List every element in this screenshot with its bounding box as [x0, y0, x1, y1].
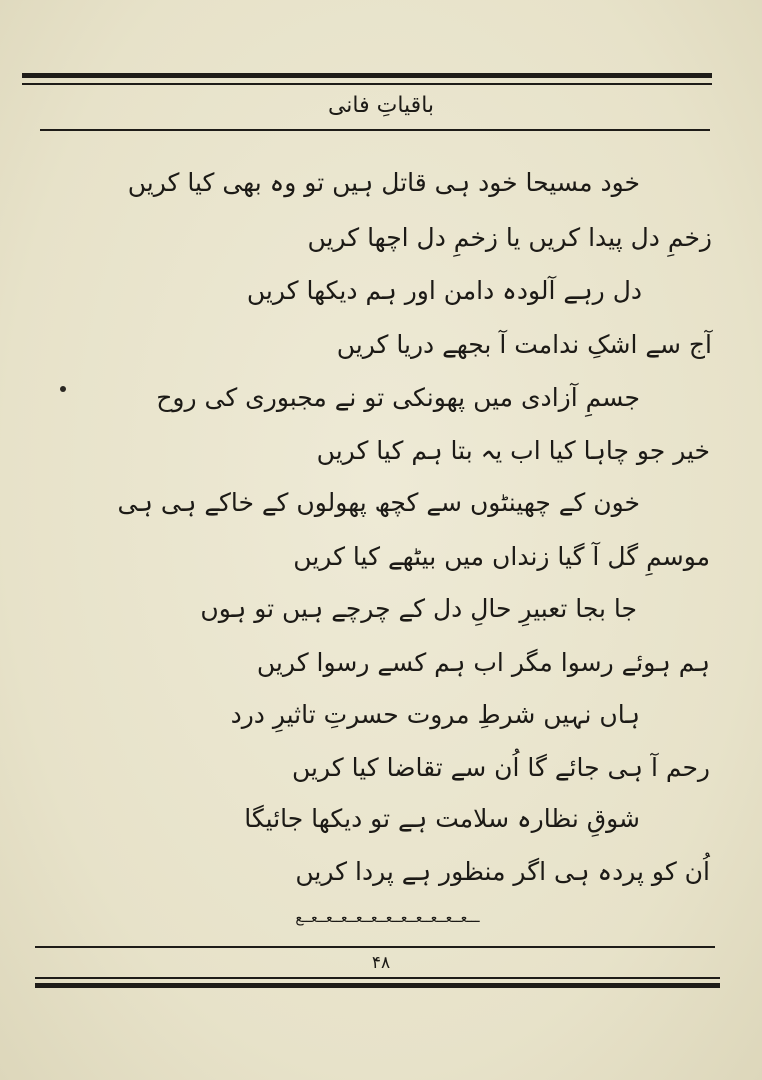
- verse-line: اُن کو پردہ ہی اگر منظور ہے پردا کریں: [295, 857, 710, 886]
- verse-line: ہاں نہیں شرطِ مروت حسرتِ تاثیرِ درد: [230, 700, 640, 729]
- page-header-title: باقیاتِ فانی: [327, 93, 435, 118]
- verse-line: شوقِ نظارہ سلامت ہے تو دیکھا جائیگا: [244, 804, 640, 833]
- verse-line: دل رہے آلودہ دامن اور ہم دیکھا کریں: [246, 276, 642, 305]
- verse-line: موسمِ گل آ گیا زنداں میں بیٹھے کیا کریں: [293, 542, 710, 571]
- verse-line: جسمِ آزادی میں پھونکی تو نے مجبوری کی روح: [156, 383, 640, 412]
- verse-line: زخمِ دل پیدا کریں یا زخمِ دل اچھا کریں: [307, 223, 712, 252]
- page-number: ۴۸: [371, 953, 391, 973]
- end-ornament: ـــعــعــعــعــعــعــعــعــعــعــعــع: [295, 910, 480, 926]
- verse-line: خیر جو چاہا کیا اب یہ بتا ہم کیا کریں: [316, 436, 710, 465]
- verse-line: خود مسیحا خود ہی قاتل ہیں تو وہ بھی کیا کریں: [127, 168, 640, 197]
- verse-line: آج سے اشکِ ندامت آ بجھے دریا کریں: [336, 330, 712, 359]
- verse-line: جا بجا تعبیرِ حالِ دل کے چرچے ہیں تو ہوں: [200, 594, 637, 623]
- bottom-rule-thick: [35, 983, 720, 988]
- verse-line: رحم آ ہی جائے گا اُن سے تقاضا کیا کریں: [291, 753, 710, 782]
- verse-line: خون کے چھینٹوں سے کچھ پھولوں کے خاکے ہی ہی: [117, 488, 640, 517]
- footer-rule-thin: [35, 946, 715, 948]
- verse-line: ہم ہوئے رسوا مگر اب ہم کسے رسوا کریں: [256, 648, 710, 677]
- bottom-rule-thin: [35, 977, 720, 979]
- ink-dot: [60, 386, 66, 392]
